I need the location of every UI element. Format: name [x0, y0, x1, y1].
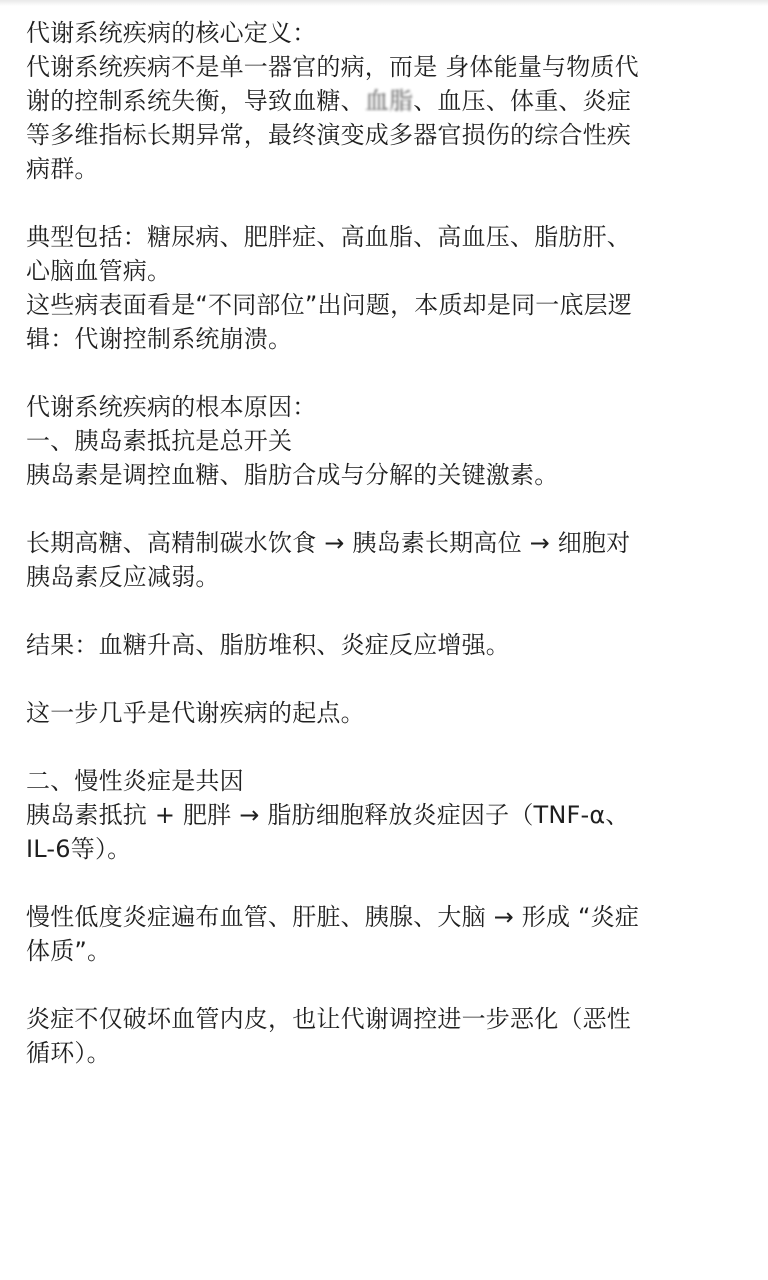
paragraph-line: 结果：血糖升高、脂肪堆积、炎症反应增强。 [26, 631, 510, 659]
paragraph-gap [26, 662, 748, 696]
paragraph-gap [26, 492, 748, 526]
text-fragment: 谢的控制系统失衡，导致血糖、 [26, 87, 365, 115]
paragraph-line: 炎症不仅破坏血管内皮，也让代谢调控进一步恶化（恶性 [26, 1005, 631, 1033]
text-fragment: 、血压、体重、炎症 [413, 87, 632, 115]
paragraph-line: 胰岛素反应减弱。 [26, 563, 220, 591]
paragraph-gap [26, 968, 748, 1002]
paragraph-line: 病群。 [26, 155, 99, 183]
subsection-title-insulin: 一、胰岛素抵抗是总开关 [26, 427, 293, 455]
paragraph-gap [26, 356, 748, 390]
paragraph-line [26, 84, 748, 118]
paragraph-line: 体质”。 [26, 937, 112, 965]
blurred-text: 血脂 [364, 87, 414, 115]
paragraph-line: 代谢系统疾病不是单一器官的病，而是 身体能量与物质代 [26, 53, 639, 81]
paragraph-line: 等多维指标长期异常，最终演变成多器官损伤的综合性疾 [26, 121, 631, 149]
paragraph-line: IL-6等）。 [26, 835, 132, 863]
paragraph-gap [26, 730, 748, 764]
subsection-title-inflammation: 二、慢性炎症是共因 [26, 767, 244, 795]
paragraph-line: 这些病表面看是“不同部位”出问题，本质却是同一底层逻 [26, 291, 633, 319]
paragraph-line: 典型包括：糖尿病、肥胖症、高血脂、高血压、脂肪肝、 [26, 223, 631, 251]
top-shadow [0, 0, 768, 6]
paragraph-gap [26, 594, 748, 628]
paragraph-line: 胰岛素是调控血糖、脂肪合成与分解的关键激素。 [26, 461, 559, 489]
paragraph-line: 心脑血管病。 [26, 257, 172, 285]
paragraph-gap [26, 866, 748, 900]
paragraph-line: 慢性低度炎症遍布血管、肝脏、胰腺、大脑 → 形成 “炎症 [26, 903, 640, 931]
paragraph-line: 这一步几乎是代谢疾病的起点。 [26, 699, 365, 727]
section-title-causes: 代谢系统疾病的根本原因： [26, 393, 317, 421]
section-title-definition: 代谢系统疾病的核心定义： [26, 19, 317, 47]
paragraph-line: 循环）。 [26, 1039, 111, 1067]
paragraph-gap [26, 186, 748, 220]
paragraph-line: 胰岛素抵抗 + 肥胖 → 脂肪细胞释放炎症因子（TNF-α、 [26, 801, 630, 829]
paragraph-line: 长期高糖、高精制碳水饮食 → 胰岛素长期高位 → 细胞对 [26, 529, 631, 557]
article-body [26, 16, 748, 1070]
paragraph-line: 辑：代谢控制系统崩溃。 [26, 325, 293, 353]
